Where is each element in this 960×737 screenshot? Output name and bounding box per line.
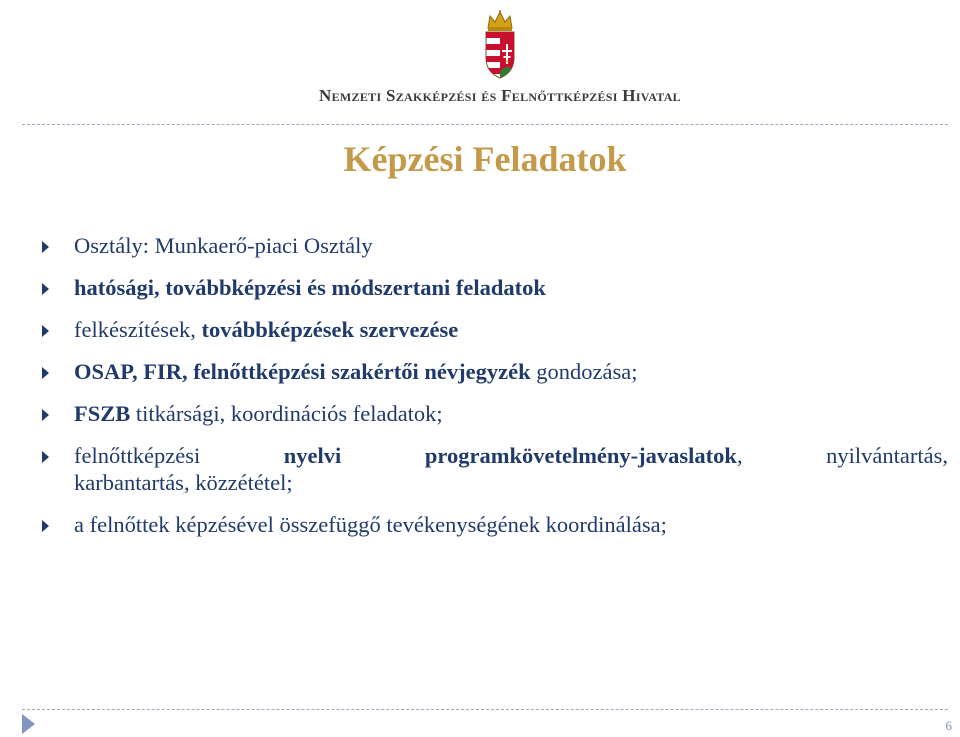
bullet-text-segment: titkársági, koordinációs feladatok; [130,401,443,426]
bullet-arrow-icon [42,409,49,421]
bullet-text-segment: továbbképzések szervezése [201,317,459,342]
header-logo [0,0,960,115]
bullet-text-segment: FSZB [74,401,131,426]
bullet-item [42,316,948,343]
bullet-item [42,400,948,427]
bullet-arrow-icon [42,241,49,253]
header-divider [22,124,948,125]
bullet-arrow-icon [42,283,49,295]
bullet-item [42,274,948,301]
page-number: 6 [945,718,952,733]
play-arrow-icon[interactable] [22,714,35,734]
bullet-text-segment: a felnőttek képzésével összefüggő tevékenységének koordinálása; [74,512,667,537]
bullet-line [74,442,948,469]
bullet-line [74,470,293,495]
bullet-arrow-icon [42,367,49,379]
bullet-text-segment: felnőttképzési [74,443,284,468]
bullet-arrow-icon [42,520,49,532]
page-title: Képzési Feladatok [343,139,627,179]
bullet-text-segment: felkészítések, [74,317,202,342]
bullet-list [42,232,948,553]
bullet-item [42,511,948,538]
bullet-item [42,358,948,385]
bullet-text-segment: hatósági, továbbképzési és módszertani feladatok [74,275,546,300]
bullet-arrow-icon [42,325,49,337]
bullet-arrow-icon [42,451,49,463]
bullet-text-segment: karbantartás, közzététel; [74,470,293,495]
bullet-item [42,442,948,496]
bullet-text-segment: , nyilvántartás, [736,443,948,468]
bullet-text-segment: OSAP, FIR, felnőttképzési szakértői névjegyzék [74,359,531,384]
agency-name: Nemzeti Szakképzési és Felnőttképzési Hivatal [319,86,681,105]
hungarian-coat-of-arms-icon [480,10,520,80]
footer-divider [22,709,948,710]
bullet-item [42,232,948,259]
bullet-text-segment: Osztály: Munkaerő-piaci Osztály [74,233,373,258]
bullet-text-segment: nyelvi programkövetelmény-javaslatok [283,443,737,468]
bullet-text-segment: gondozása; [530,359,638,384]
